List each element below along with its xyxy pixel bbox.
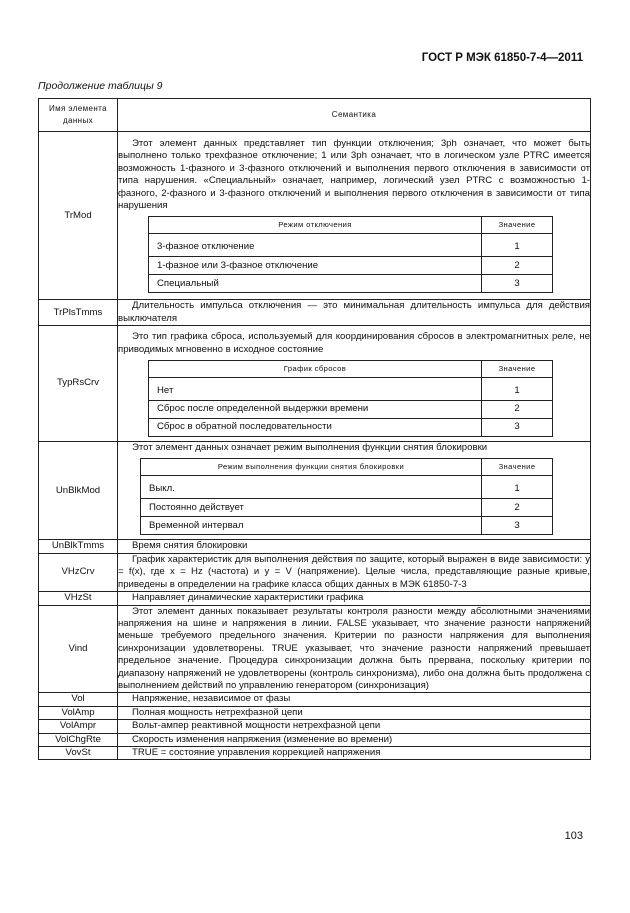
subtable-row: [149, 378, 553, 401]
semantics-text: Этот элемент данных означает режим выполнения функции снятия блокировки: [132, 442, 488, 454]
element-semantics: [118, 605, 591, 693]
table-row: [39, 326, 591, 442]
column-header-semantics: Семантика: [118, 99, 591, 132]
table-row: [39, 300, 591, 326]
semantics-text: Напряжение, независимое от фазы: [132, 693, 291, 705]
table-row: [39, 746, 591, 759]
option-value: 2: [482, 257, 553, 275]
element-semantics: [118, 592, 591, 605]
table-continuation-caption: Продолжение таблицы 9: [38, 80, 163, 92]
element-semantics: [118, 746, 591, 759]
option-value: 3: [482, 275, 553, 293]
option-value: 2: [482, 401, 553, 419]
semantics-text: TRUE = состояние управления коррекцией напряжения: [132, 746, 381, 758]
semantics-text: Этот элемент данных представляет тип функции отключения; 3ph означает, что может быть выполнено только трехфазное отключение; 1 или 3ph означает, что в логическом узле PTRC имеется возможность 1-фазного и 3-фазного отключений и выполнения первого отключения в зависимости от типа нарушения. «Специальный» означает, например, логический узел PTRC с возможностью 1-фазного, 2-фазного и 3-фазного отключений и выполнения первого отключения в зависимости от типа нарушения: [118, 138, 590, 212]
option-label: Сброс в обратной последовательности: [149, 419, 482, 437]
table-row: [39, 693, 591, 706]
option-label: Временной интервал: [141, 517, 482, 535]
data-elements-table: [38, 98, 591, 760]
subtable-row: [141, 499, 553, 517]
subtable-row: [149, 257, 553, 275]
subtable-header: Режим выполнения функции снятия блокировки: [141, 459, 482, 476]
table-header-row: [39, 99, 591, 132]
option-value: 1: [482, 234, 553, 257]
element-name: Vol: [39, 693, 118, 706]
semantics-text: Время снятия блокировки: [132, 540, 248, 552]
table-row: [39, 540, 591, 553]
option-label: Постоянно действует: [141, 499, 482, 517]
element-name: UnBlkTmms: [39, 540, 118, 553]
element-semantics: [118, 706, 591, 719]
option-label: 3-фазное отключение: [149, 234, 482, 257]
subtable-row: [141, 517, 553, 535]
option-label: Сброс после определенной выдержки времени: [149, 401, 482, 419]
semantics-text: Это тип графика сброса, используемый для координирования сбросов в электромагнитных реле, не приводимых мгновенно в исходное состояние: [118, 331, 590, 355]
option-label: 1-фазное или 3-фазное отключение: [149, 257, 482, 275]
element-name: VolAmpr: [39, 720, 118, 733]
option-value: 2: [482, 499, 553, 517]
subtable-unblock-mode: [140, 458, 553, 535]
element-name: VHzSt: [39, 592, 118, 605]
element-name: VolAmp: [39, 706, 118, 719]
option-value: 3: [482, 419, 553, 437]
option-value: 1: [482, 378, 553, 401]
element-semantics: [118, 132, 591, 300]
element-name: VHzCrv: [39, 553, 118, 591]
semantics-text: Вольт-ампер реактивной мощности нетрехфазной цепи: [132, 720, 381, 732]
column-header-name: Имя элемента данных: [39, 99, 118, 132]
table-row: [39, 720, 591, 733]
subtable-reset-curve: [148, 360, 553, 437]
element-semantics: [118, 442, 591, 540]
subtable-trip-mode: [148, 216, 553, 293]
element-semantics: [118, 553, 591, 591]
subtable-header: График сбросов: [149, 361, 482, 378]
subtable-row: [149, 275, 553, 293]
table-row: [39, 553, 591, 591]
element-name: UnBlkMod: [39, 442, 118, 540]
subtable-value-header: Значение: [482, 361, 553, 378]
element-semantics: [118, 326, 591, 442]
table-row: [39, 132, 591, 300]
element-semantics: [118, 733, 591, 746]
table-row: [39, 592, 591, 605]
element-semantics: [118, 720, 591, 733]
subtable-header: Режим отключения: [149, 217, 482, 234]
option-value: 3: [482, 517, 553, 535]
subtable-value-header: Значение: [482, 217, 553, 234]
semantics-text: График характеристик для выполнения действия по защите, который выражен в виде зависимости: y = f(x), где x = Hz (частота) и y = V (напряжение). Целые числа, представляющие разные кривые, приведены в определении на графике класса общих данных в МЭК 61850-7-3: [118, 553, 590, 590]
option-label: Нет: [149, 378, 482, 401]
element-semantics: [118, 693, 591, 706]
table-row: [39, 442, 591, 540]
element-name: TrMod: [39, 132, 118, 300]
element-semantics: [118, 540, 591, 553]
element-name: TypRsCrv: [39, 326, 118, 442]
element-name: VolChgRte: [39, 733, 118, 746]
subtable-row: [141, 476, 553, 499]
page-number: 103: [564, 830, 583, 842]
table-row: [39, 605, 591, 693]
element-name: Vind: [39, 605, 118, 693]
semantics-text: Длительность импульса отключения — это минимальная длительность импульса для действия выключателя: [118, 300, 590, 324]
table-row: [39, 733, 591, 746]
semantics-text: Этот элемент данных показывает результаты контроля разности между абсолютными значениями напряжения на шине и напряжения в линии. FALSE указывает, что значение разности напряжений меньше требуемого предельного значения. Критерии по разности напряжения для выполнения синхронизации удовлетворены. TRUE указывает, что значение разности напряжений превышает предельное значение. Процедура синхронизации должна быть прервана, поскольку критерии по диапазону напряжений не удовлетворены (контроль синхронизма), либо она должна быть продолжена с выполнением действий по управлению генератором (синхронизация): [118, 605, 590, 691]
element-name: VovSt: [39, 746, 118, 759]
semantics-text: Полная мощность нетрехфазной цепи: [132, 706, 303, 718]
element-semantics: [118, 300, 591, 326]
element-name: TrPlsTmms: [39, 300, 118, 326]
semantics-text: Направляет динамические характеристики графика: [132, 592, 364, 604]
document-code: ГОСТ Р МЭК 61850-7-4—2011: [421, 52, 583, 64]
subtable-row: [149, 234, 553, 257]
option-label: Выкл.: [141, 476, 482, 499]
semantics-text: Скорость изменения напряжения (изменение во времени): [132, 733, 393, 745]
subtable-value-header: Значение: [482, 459, 553, 476]
option-label: Специальный: [149, 275, 482, 293]
subtable-row: [149, 419, 553, 437]
table-row: [39, 706, 591, 719]
option-value: 1: [482, 476, 553, 499]
subtable-row: [149, 401, 553, 419]
